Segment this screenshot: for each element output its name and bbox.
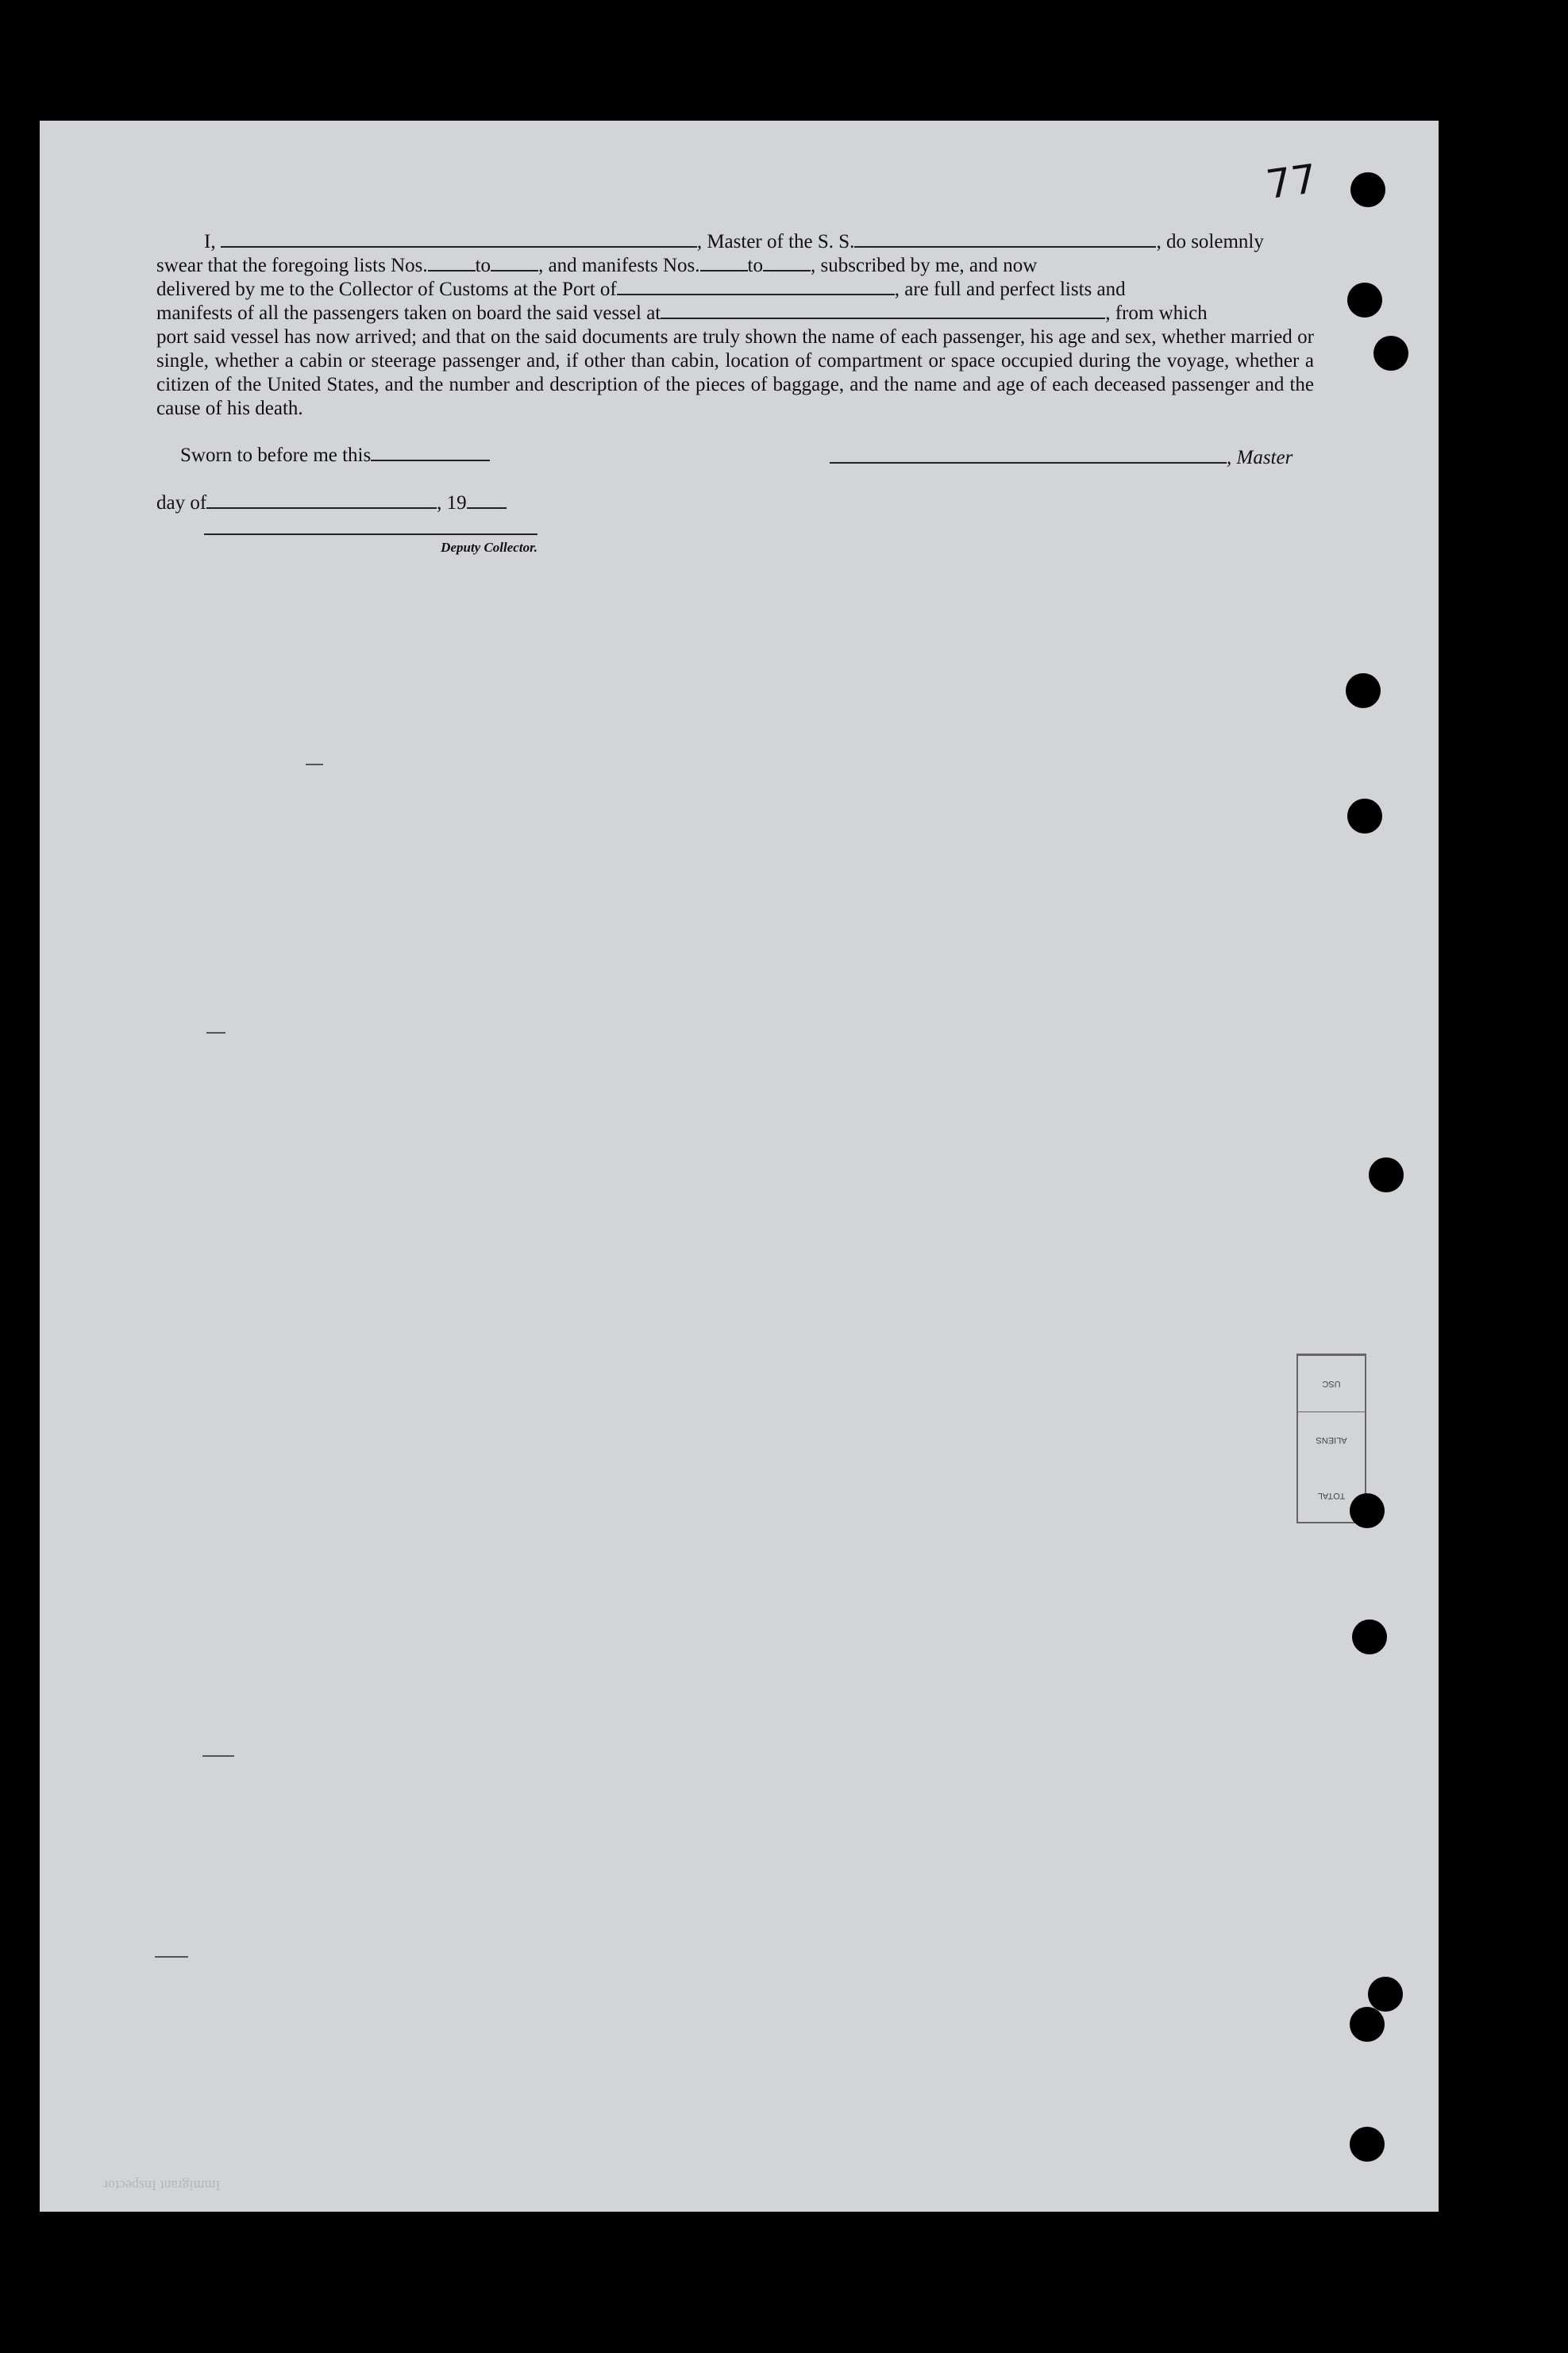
stray-mark [306, 764, 323, 765]
list-to-blank [491, 254, 538, 272]
oath-line4-end: , from which [1105, 302, 1208, 324]
oath-line2-start: swear that the foregoing lists Nos. [156, 255, 428, 276]
oath-line2-end: , subscribed by me, and now [810, 255, 1038, 276]
sworn-text: Sworn to before me this [180, 445, 372, 466]
punch-hole [1347, 799, 1382, 834]
punch-hole [1347, 283, 1382, 318]
stamp-row-total: TOTAL [1317, 1491, 1346, 1500]
stamp-row-aliens: ALIENS [1298, 1411, 1365, 1468]
day-of-text: day of [156, 492, 207, 514]
oath-line3-start: delivered by me to the Collector of Customs at the Port of [156, 279, 617, 300]
day-of-line [156, 491, 507, 514]
oath-paragraph [156, 230, 1314, 421]
deputy-collector-label: Deputy Collector. [441, 540, 537, 555]
master-label: , Master [1227, 447, 1293, 468]
punch-hole [1346, 673, 1381, 708]
oath-to-1: to [475, 255, 491, 276]
deputy-signature-rule [204, 533, 537, 535]
sworn-line [180, 444, 490, 467]
form-page [40, 121, 1439, 2212]
handwritten-page-number: 77 [1263, 155, 1320, 209]
punch-hole [1373, 336, 1408, 371]
oath-line4-start: manifests of all the passengers taken on board the said vessel at [156, 302, 661, 324]
bleed-through-text: Immigrant Inspector [103, 2178, 221, 2193]
punch-hole [1350, 1493, 1385, 1528]
stray-mark [206, 1032, 225, 1034]
master-name-blank [221, 230, 697, 248]
deputy-collector-signature [204, 533, 537, 556]
oath-line1-start: I, [204, 231, 216, 252]
oath-to-2: to [747, 255, 763, 276]
punch-hole [1350, 2127, 1385, 2162]
sworn-day-blank [371, 444, 490, 461]
punch-hole [1352, 1619, 1387, 1654]
master-signature-blank [830, 446, 1227, 464]
vessel-origin-blank [661, 302, 1105, 319]
oath-rest: port said vessel has now arrived; and that on the said documents are truly shown the name of each passenger, his age and sex, whether married or single, whether a cabin or steerage passenger and, if other than cabin, location of compartment or space occupied during the voyage, whether a citizen of the United States, and the number and description of the pieces of baggage, and the name and age of each deceased passenger and the cause of his death. [156, 326, 1314, 419]
oath-line1-end: , do solemnly [1156, 231, 1264, 252]
list-from-blank [428, 254, 476, 272]
punch-hole [1368, 1977, 1403, 2012]
manifest-to-blank [763, 254, 811, 272]
manifest-from-blank [700, 254, 748, 272]
year-blank [467, 491, 507, 509]
oath-line3-end: , are full and perfect lists and [894, 279, 1126, 300]
stray-mark [155, 1956, 188, 1958]
month-blank [206, 491, 437, 509]
punch-hole [1350, 2007, 1385, 2042]
master-signature-line [830, 446, 1293, 469]
punch-hole [1350, 172, 1385, 207]
oath-line1-master: , Master of the S. S. [696, 231, 855, 252]
ship-name-blank [854, 230, 1156, 248]
oath-line2-manifests: , and manifests Nos. [538, 255, 700, 276]
year-prefix: , 19 [437, 492, 467, 514]
stamp-row-usc: USC [1298, 1355, 1365, 1411]
port-blank [617, 278, 895, 295]
punch-hole [1369, 1157, 1404, 1192]
stray-mark [202, 1755, 234, 1757]
